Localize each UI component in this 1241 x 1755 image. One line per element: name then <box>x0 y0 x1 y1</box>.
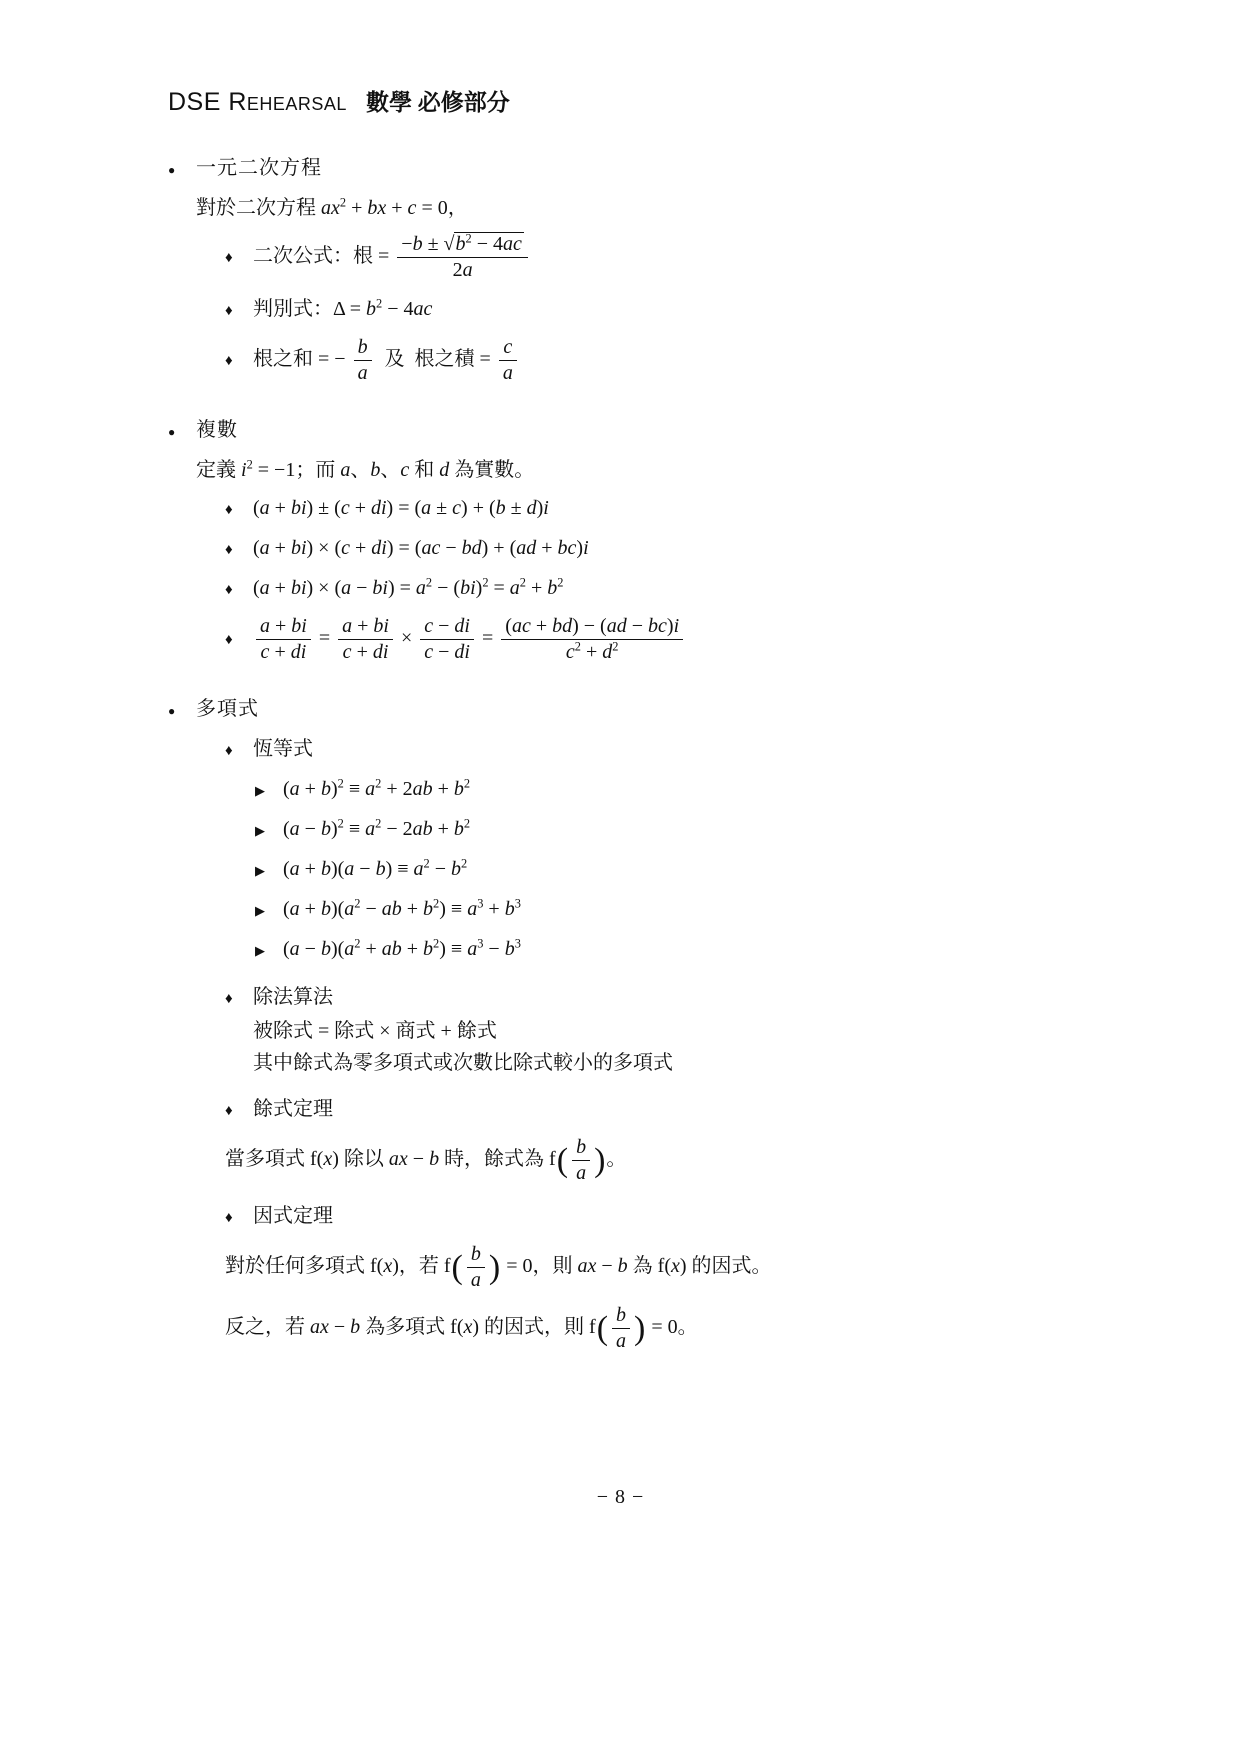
header-subject: 數學 必修部分 <box>365 90 510 115</box>
body-text-row <box>168 1048 1131 1078</box>
section-title-row <box>168 153 1131 185</box>
subsection-title-row <box>168 1094 1131 1126</box>
bullet-icon: ● <box>168 425 176 439</box>
diamond-icon: ♦ <box>225 502 233 518</box>
division-algorithm-formula: 被除式 = 除式 × 商式 + 餘式 <box>253 1020 497 1042</box>
diamond-icon: ♦ <box>225 1210 233 1226</box>
formula-row <box>168 493 1131 525</box>
complex-addition-formula: (a + bi) ± (c + di) = (a ± c) + (b ± d)i <box>253 497 549 519</box>
factor-theorem-converse: 反之，若 ax − b 為多項式 f(x) 的因式，則 f( $\frac{b}{a}$ ) = 0。 <box>225 1304 698 1352</box>
diamond-icon: ♦ <box>225 353 233 370</box>
diamond-icon: ♦ <box>225 632 233 649</box>
triangle-icon: ▶ <box>255 783 265 798</box>
body-text-row <box>168 1016 1131 1046</box>
section-complex <box>168 415 1131 664</box>
diamond-icon: ♦ <box>225 743 233 759</box>
discriminant-formula: 判別式：$\Delta = b^2 - 4ac$ <box>253 296 433 320</box>
diamond-icon: ♦ <box>225 1103 233 1119</box>
identity-square-sum: $(a + b)^2 \equiv a^2 + 2ab + b^2$ <box>283 776 471 800</box>
identity-square-diff: $(a - b)^2 \equiv a^2 - 2ab + b^2$ <box>283 816 471 840</box>
identity-row <box>168 774 1131 806</box>
complex-division-formula: $\frac{a + bi}{c + di}$ = $\frac{a + bi}{c + di}$ × $\frac{c - di}{c - di}$ = $\frac{(ac + bd) - (ad - bc)i}{c^2 + d^2}$ <box>253 615 686 664</box>
intro-row <box>168 455 1131 485</box>
body-text-row <box>168 1304 1131 1353</box>
subsection-title-remainder: 餘式定理 <box>253 1098 333 1120</box>
subsection-title-row <box>168 982 1131 1014</box>
formula-row <box>168 573 1131 605</box>
section-title-row <box>168 415 1131 447</box>
subsection-title-identities: 恆等式 <box>253 738 313 760</box>
section-title-quadratic: 一元二次方程 <box>196 157 322 179</box>
subsection-title-division: 除法算法 <box>253 986 333 1008</box>
section-title-complex: 複數 <box>196 419 238 441</box>
page-header <box>168 84 1131 117</box>
section-polynomial <box>168 694 1131 1353</box>
identity-row <box>168 934 1131 966</box>
diamond-icon: ♦ <box>225 303 233 319</box>
identity-sum-cubes: $(a + b)(a^2$ − ab + $b^2) \equiv a^3 + b^3$ <box>283 896 521 920</box>
section-title-row <box>168 694 1131 726</box>
identity-row <box>168 814 1131 846</box>
bullet-icon: ● <box>168 163 176 177</box>
triangle-icon: ▶ <box>255 823 265 838</box>
page-number: − 8 − <box>596 1486 645 1508</box>
subsection-title-factor: 因式定理 <box>253 1205 333 1227</box>
formula-row <box>168 336 1131 385</box>
identity-row <box>168 894 1131 926</box>
intro-row <box>168 193 1131 223</box>
brand-title: DSE Rehearsal <box>168 88 347 116</box>
diamond-icon: ♦ <box>225 250 233 267</box>
page-footer <box>0 1486 1241 1509</box>
diamond-icon: ♦ <box>225 582 233 598</box>
diamond-icon: ♦ <box>225 991 233 1007</box>
triangle-icon: ▶ <box>255 903 265 918</box>
formula-row <box>168 533 1131 565</box>
identity-diff-cubes: $(a - b)(a^2$ + ab + $b^2) \equiv a^3 - b^3$ <box>283 936 521 960</box>
identity-row <box>168 854 1131 886</box>
formula-row <box>168 233 1131 282</box>
complex-multiplication-formula: (a + bi) × (c + di) = (ac − bd) + (ad + bc)i <box>253 537 589 559</box>
sum-product-formula: 根之和 = − $\frac{b}{a}$ 及 根之積 = $\frac{c}{a}$ <box>253 336 520 385</box>
triangle-icon: ▶ <box>255 943 265 958</box>
quadratic-intro: 對於二次方程 $ax^2$ + bx + c = 0， <box>196 195 468 219</box>
formula-row <box>168 294 1131 326</box>
section-quadratic <box>168 153 1131 385</box>
factor-theorem-statement: 對於任何多項式 f(x)，若 f( $\frac{b}{a}$ ) = 0，則 ax − b 為 f(x) 的因式。 <box>225 1243 772 1291</box>
complex-definition: 定義 $i^2 = -1$；而 a、b、c 和 d 為實數。 <box>196 457 535 481</box>
subsection-title-row <box>168 1201 1131 1233</box>
triangle-icon: ▶ <box>255 863 265 878</box>
identity-diff-squares: $(a + b)(a - b) \equiv a^2 - b^2$ <box>283 856 468 880</box>
diamond-icon: ♦ <box>225 542 233 558</box>
complex-conjugate-formula: $(a + bi) \times (a - bi) = a^2 - (bi)^2 = a^2 + b^2$ <box>253 575 564 599</box>
section-title-polynomial: 多項式 <box>196 698 259 720</box>
bullet-icon: ● <box>168 704 176 718</box>
quadratic-formula: 二次公式：根 = $\frac{-b \pm √b^2 - 4ac}{2a}$ <box>253 233 531 282</box>
division-algorithm-note: 其中餘式為零多項式或次數比除式較小的多項式 <box>253 1052 673 1074</box>
body-text-row <box>168 1243 1131 1292</box>
body-text-row <box>168 1136 1131 1185</box>
formula-row <box>168 615 1131 664</box>
remainder-theorem-statement: 當多項式 f(x) 除以 ax − b 時，餘式為 f( $\frac{b}{a}$ )。 <box>225 1136 627 1184</box>
subsection-title-row <box>168 734 1131 766</box>
